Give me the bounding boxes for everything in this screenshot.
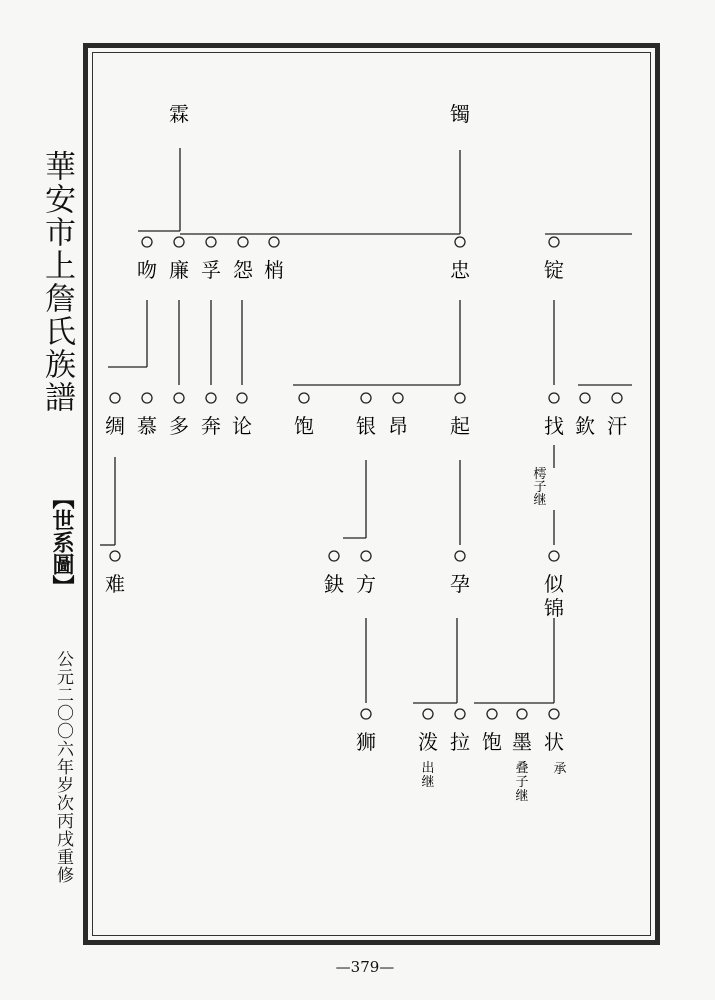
person-name: 汗 [607, 414, 627, 438]
node-circle [549, 393, 559, 403]
person-name: 多 [169, 414, 189, 438]
person-name: 饱 [294, 414, 314, 438]
node-circle [549, 237, 559, 247]
node-circle [612, 393, 622, 403]
node-circle [423, 709, 433, 719]
ancestor-name: 霖 [169, 102, 189, 126]
annotation-note: 承 [553, 762, 567, 777]
person-name: 银 [356, 414, 376, 438]
node-circle [269, 237, 279, 247]
person-name: 狮 [356, 730, 376, 754]
node-circle [142, 393, 152, 403]
annotation-note: 叠 [515, 761, 529, 776]
node-circle [455, 709, 465, 719]
person-name: 难 [105, 572, 125, 596]
node-circle [361, 709, 371, 719]
person-name: 饱 [482, 730, 502, 754]
node-circle [206, 237, 216, 247]
person-name: 怨 [233, 258, 253, 282]
node-circle [329, 551, 339, 561]
person-name: 锦 [544, 596, 564, 620]
person-name: 状 [544, 730, 564, 754]
person-name: 方 [356, 572, 376, 596]
node-circle [206, 393, 216, 403]
node-circle [549, 551, 559, 561]
book-title: 華安市上詹氏族譜 [39, 150, 75, 414]
annotation-note: 出 [421, 761, 435, 776]
person-name: 欽 [575, 414, 595, 438]
annotation-note: 子 [533, 480, 547, 495]
person-name: 墨 [512, 730, 532, 754]
node-circle [455, 551, 465, 561]
node-circle [361, 393, 371, 403]
ancestor-name: 镯 [450, 102, 470, 126]
node-circle [142, 237, 152, 247]
node-circle [455, 237, 465, 247]
node-circle [174, 237, 184, 247]
annotation-note: 子 [515, 775, 529, 790]
node-circle [455, 393, 465, 403]
person-name: 锭 [544, 258, 564, 282]
person-name: 鈌 [324, 572, 344, 596]
node-circle [110, 393, 120, 403]
node-circle [361, 551, 371, 561]
person-name: 奔 [201, 414, 221, 438]
revision-year: 公元二〇〇六年岁次丙戌重修 [53, 650, 73, 884]
person-name: 昂 [388, 414, 408, 438]
node-circle [580, 393, 590, 403]
person-name: 论 [232, 414, 252, 438]
person-name: 忠 [450, 258, 470, 282]
person-name: 找 [544, 414, 564, 438]
annotation-note: 樗 [533, 467, 547, 482]
person-name: 吻 [137, 258, 157, 282]
person-name: 廉 [169, 258, 189, 282]
page-number: —379— [335, 958, 395, 976]
person-name: 拉 [450, 730, 470, 754]
node-circle [549, 709, 559, 719]
person-name: 孕 [450, 572, 470, 596]
person-name: 绸 [105, 414, 125, 438]
node-circle [238, 237, 248, 247]
node-circle [237, 393, 247, 403]
annotation-note: 继 [533, 493, 547, 508]
person-name: 慕 [137, 414, 157, 438]
annotation-note: 继 [421, 775, 435, 790]
section-label: 【世系圖】 [49, 487, 75, 597]
person-name: 梢 [264, 258, 284, 282]
node-circle [299, 393, 309, 403]
node-circle [110, 551, 120, 561]
person-name: 孚 [201, 258, 221, 282]
node-circle [174, 393, 184, 403]
annotation-note: 继 [515, 789, 529, 804]
person-name: 似 [544, 572, 564, 596]
person-name: 起 [450, 414, 470, 438]
node-circle [517, 709, 527, 719]
node-circle [393, 393, 403, 403]
person-name: 泼 [418, 730, 438, 754]
node-circle [487, 709, 497, 719]
